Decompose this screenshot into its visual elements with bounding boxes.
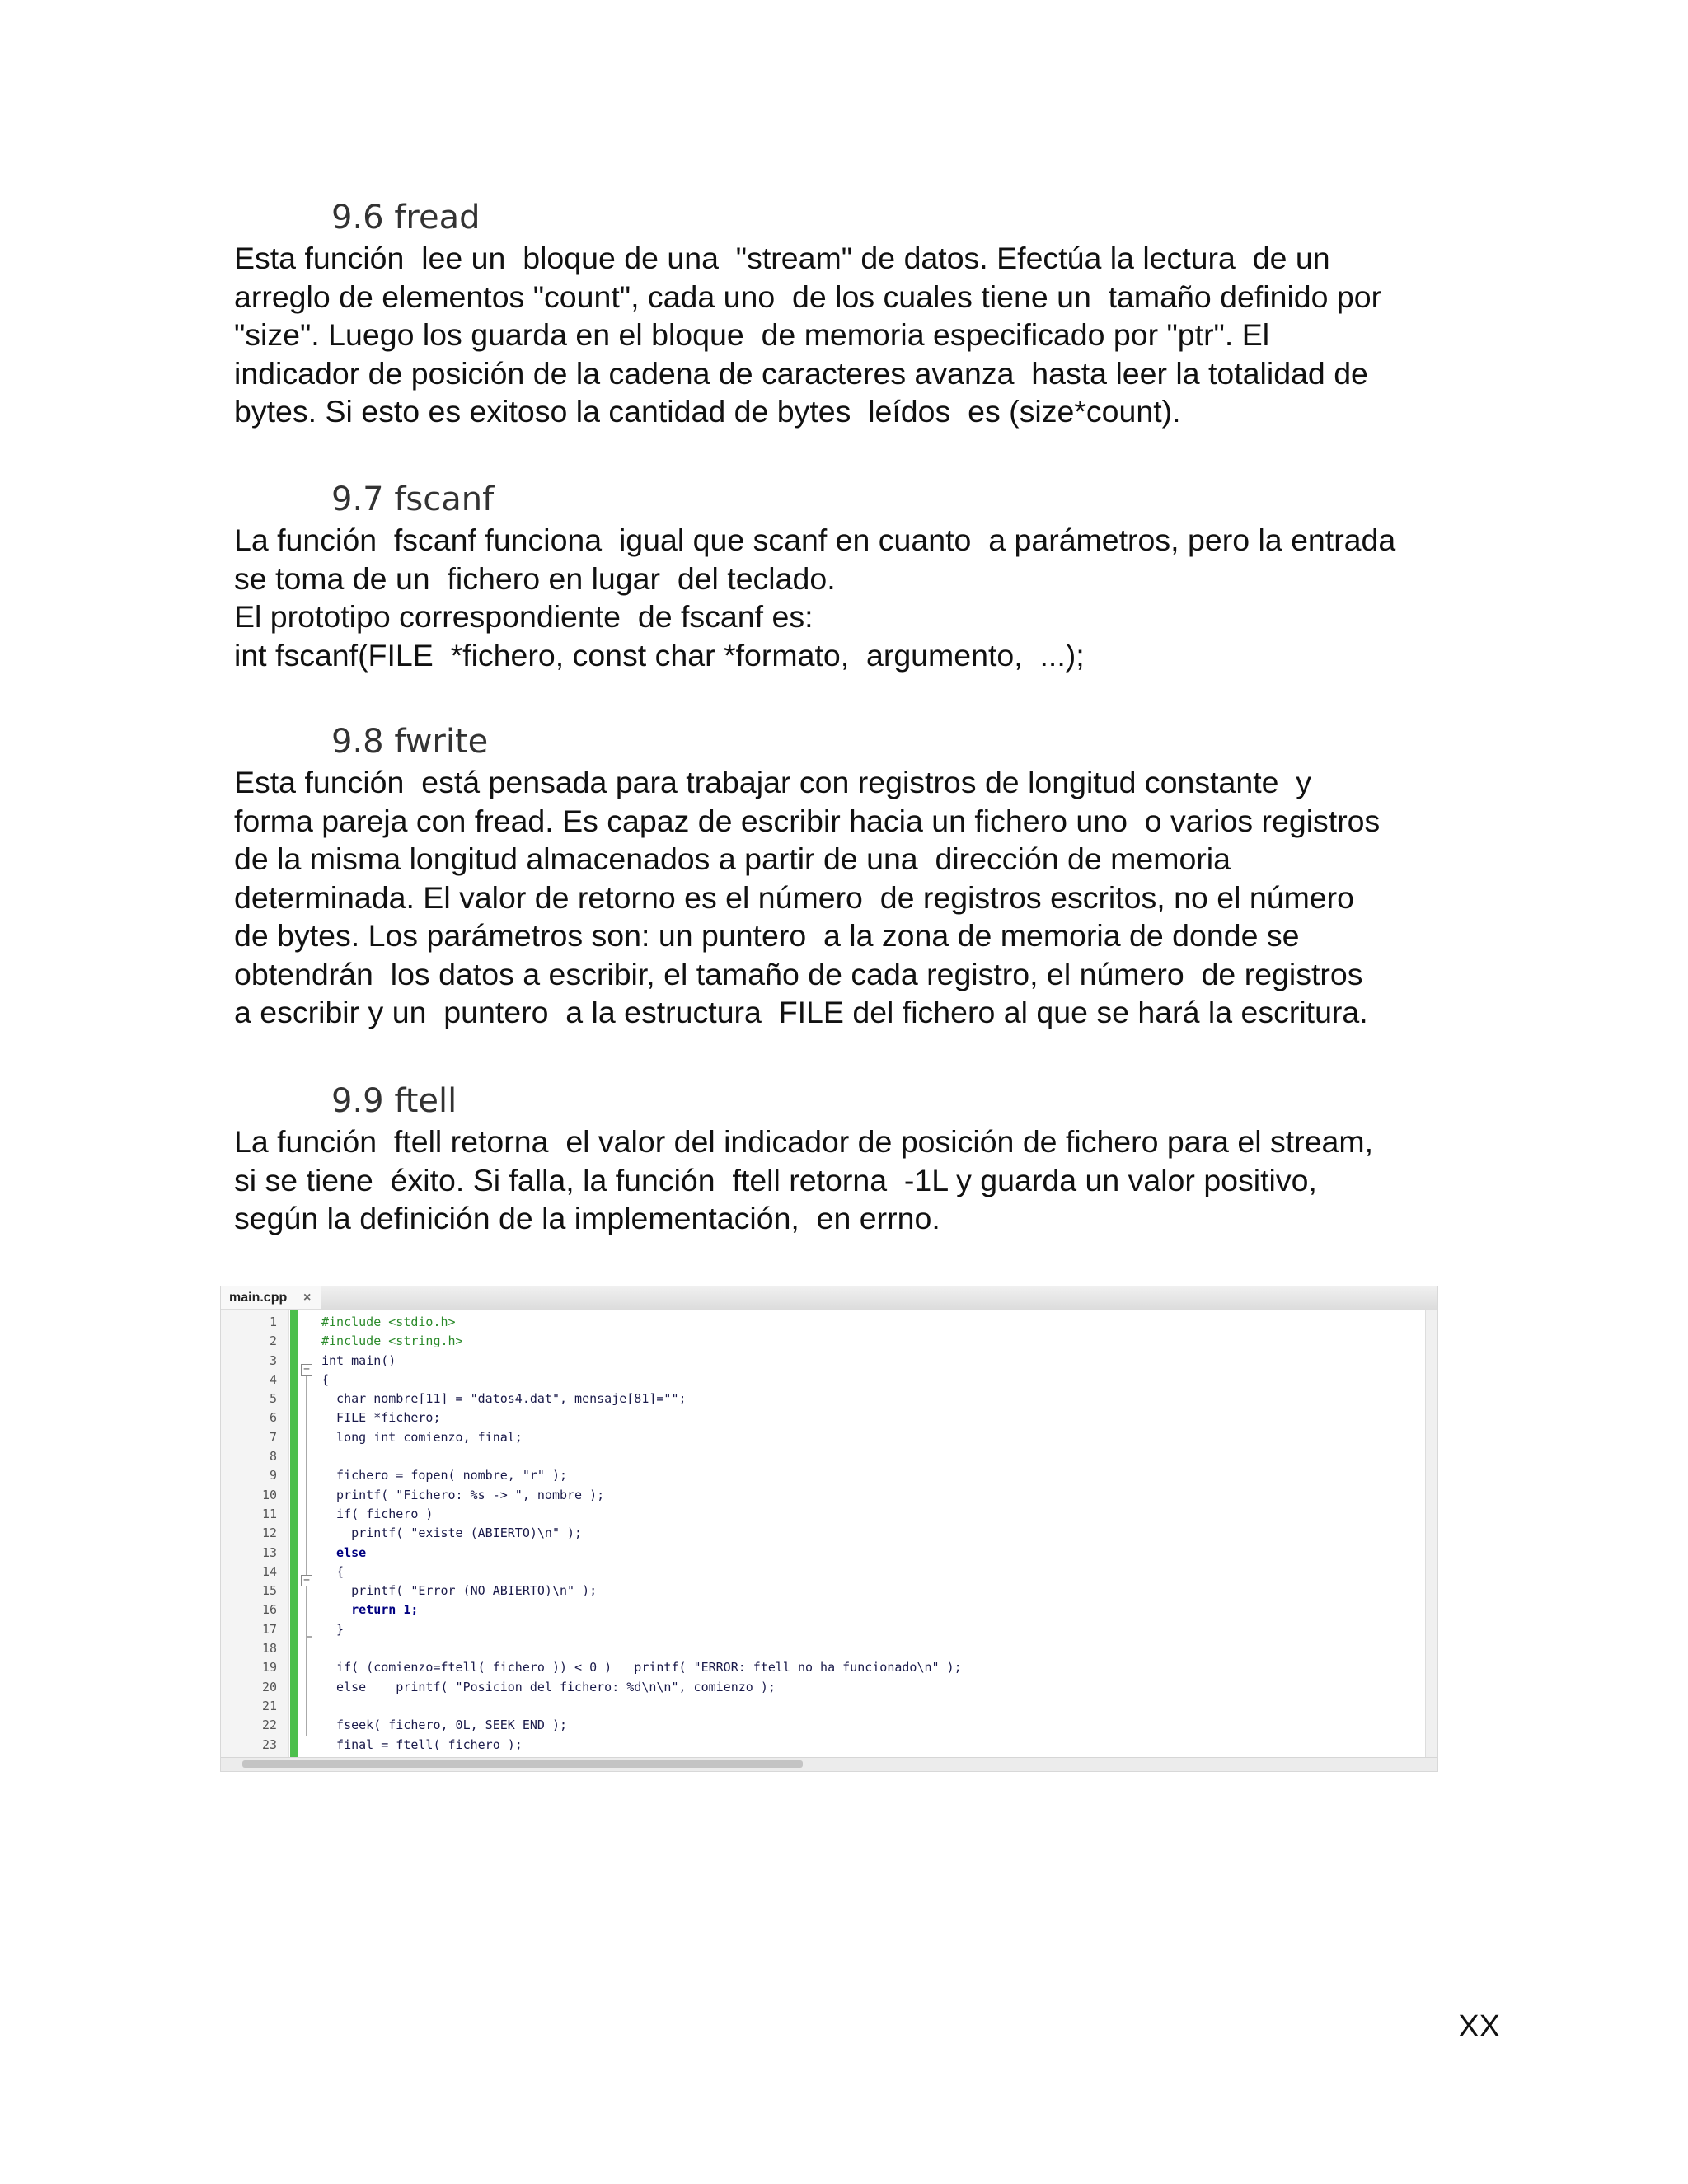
paragraph-line: "size". Luego los guarda en el bloque de memoria especificado por "ptr". El [234,317,1270,352]
code-text: return 1; [321,1602,419,1618]
code-line [221,1678,1437,1697]
code-text: FILE *fichero; [321,1410,441,1426]
section-ftell [234,1080,1462,1238]
line-number: 16 [261,1602,277,1618]
line-number: 6 [269,1410,277,1426]
section-heading: 9.8 fwrite [331,723,489,761]
section-fwrite [234,720,1462,1032]
paragraph-line: obtendrán los datos a escribir, el tamaño de cada registro, el número de registros [234,956,1363,991]
paragraph-line: de bytes. Los parámetros son: un puntero a la zona de memoria de donde se [234,918,1300,953]
code-line [221,1371,1437,1390]
code-text: { [321,1371,330,1387]
code-text: fseek( fichero, 0L, SEEK_END ); [321,1718,568,1733]
line-number: 10 [261,1487,277,1502]
code-text: fichero = fopen( nombre, "r" ); [321,1468,568,1483]
code-text: printf( "existe (ABIERTO)\n" ); [321,1526,583,1541]
scrollbar-thumb[interactable] [242,1760,803,1768]
line-number: 7 [269,1429,277,1445]
code-line [221,1601,1437,1619]
code-text: else [321,1544,367,1560]
paragraph-line: de la misma longitud almacenados a partir de una dirección de memoria [234,841,1231,876]
paragraph-line: Esta función está pensada para trabajar con registros de longitud constante y [234,765,1312,799]
code-text: printf( "Fichero: %s -> ", nombre ); [321,1487,605,1502]
code-lines [221,1313,1437,1755]
code-line [221,1447,1437,1466]
paragraph-line: Esta función lee un bloque de una "stream" de datos. Efectúa la lectura de un [234,241,1330,275]
line-number: 1 [269,1315,277,1329]
line-number: 18 [261,1641,277,1657]
code-line [221,1408,1437,1427]
paragraph-line: arreglo de elementos "count", cada uno de los cuales tiene un tamaño definido por [234,279,1382,314]
code-line [221,1466,1437,1485]
line-number: 19 [261,1660,277,1675]
code-text: final = ftell( fichero ); [321,1736,523,1752]
line-number: 22 [261,1718,277,1733]
code-text: } [321,1621,345,1637]
editor-tab-main-cpp[interactable] [221,1286,321,1309]
close-icon[interactable]: × [303,1291,312,1305]
code-text: { [321,1563,345,1579]
code-line [221,1697,1437,1716]
code-text: #include <string.h> [321,1333,463,1349]
code-text: printf( "Error (NO ABIERTO)\n" ); [321,1583,598,1599]
paragraph-line: indicador de posición de la cadena de caracteres avanza hasta leer la totalidad de [234,355,1368,391]
paragraph-line: según la definición de la implementación, en errno. [234,1201,940,1235]
section-paragraph [234,521,1462,674]
horizontal-scrollbar[interactable] [221,1757,1437,1771]
code-line [221,1390,1437,1408]
paragraph-line: La función fscanf funciona igual que scanf en cuanto a parámetros, pero la entrada [234,523,1396,557]
code-text: #include <stdio.h> [321,1315,456,1329]
line-number: 12 [261,1526,277,1541]
line-number: 15 [261,1583,277,1599]
line-number: 20 [261,1679,277,1694]
code-line [221,1313,1437,1332]
code-text: if( fichero ) [321,1506,434,1521]
vertical-scrollbar[interactable] [1425,1310,1437,1758]
paragraph-line: determinada. El valor de retorno es el número de registros escritos, no el número [234,879,1355,915]
line-number: 13 [261,1544,277,1560]
section-paragraph [234,763,1462,1032]
paragraph-line: La función ftell retorna el valor del indicador de posición de fichero para el stream, [234,1124,1374,1159]
line-number: 21 [261,1698,277,1713]
code-text: long int comienzo, final; [321,1429,523,1445]
line-number: 5 [269,1391,277,1407]
section-heading: 9.6 fread [331,199,481,237]
line-number: 4 [269,1371,277,1387]
line-number: 9 [269,1468,277,1483]
code-text: else printf( "Posicion del fichero: %d\n\n", comienzo ); [321,1679,776,1694]
line-number: 17 [261,1621,277,1637]
section-paragraph [234,239,1462,431]
code-line [221,1352,1437,1371]
editor-tab-bar [221,1286,1437,1310]
section-fread [234,196,1462,431]
code-text: if( (comienzo=ftell( fichero )) < 0 ) printf( "ERROR: ftell no ha funcionado\n" ); [321,1660,962,1675]
line-number: 14 [261,1563,277,1579]
code-line [221,1736,1437,1755]
line-number: 11 [261,1506,277,1521]
code-line [221,1658,1437,1677]
line-number: 3 [269,1352,277,1368]
code-line [221,1582,1437,1601]
line-number: 8 [269,1449,277,1465]
section-paragraph [234,1122,1462,1238]
code-text: char nombre[11] = "datos4.dat", mensaje[81]=""; [321,1391,687,1407]
code-line [221,1716,1437,1735]
code-line [221,1428,1437,1447]
page-number: XX [1458,2009,1500,2044]
paragraph-line: si se tiene éxito. Si falla, la función ftell retorna -1L y guarda un valor positivo, [234,1162,1317,1197]
editor-tab-label: main.cpp [229,1291,288,1305]
fold-collapse-icon[interactable]: − [301,1364,312,1376]
code-line [221,1486,1437,1505]
code-line [221,1563,1437,1582]
line-number: 2 [269,1333,277,1349]
code-line [221,1620,1437,1639]
code-line [221,1505,1437,1524]
code-editor-screenshot [220,1286,1438,1772]
fold-collapse-icon[interactable]: − [301,1575,312,1586]
line-number: 23 [261,1736,277,1752]
section-heading: 9.7 fscanf [331,480,495,518]
section-fscanf [234,478,1462,674]
paragraph-line: a escribir y un puntero a la estructura FILE del fichero al que se hará la escritura. [234,995,1368,1029]
code-line [221,1639,1437,1658]
paragraph-line: bytes. Si esto es exitoso la cantidad de bytes leídos es (size*count). [234,394,1181,429]
code-line [221,1332,1437,1351]
paragraph-line: forma pareja con fread. Es capaz de escribir hacia un fichero uno o varios registros [234,803,1381,838]
paragraph-line: int fscanf(FILE *fichero, const char *formato, argumento, ...); [234,637,1085,673]
paragraph-line: se toma de un fichero en lugar del teclado. [234,560,836,596]
code-line [221,1544,1437,1563]
code-text: int main() [321,1352,396,1368]
paragraph-line: El prototipo correspondiente de fscanf es: [234,599,814,634]
code-line [221,1524,1437,1543]
section-heading: 9.9 ftell [331,1082,457,1120]
